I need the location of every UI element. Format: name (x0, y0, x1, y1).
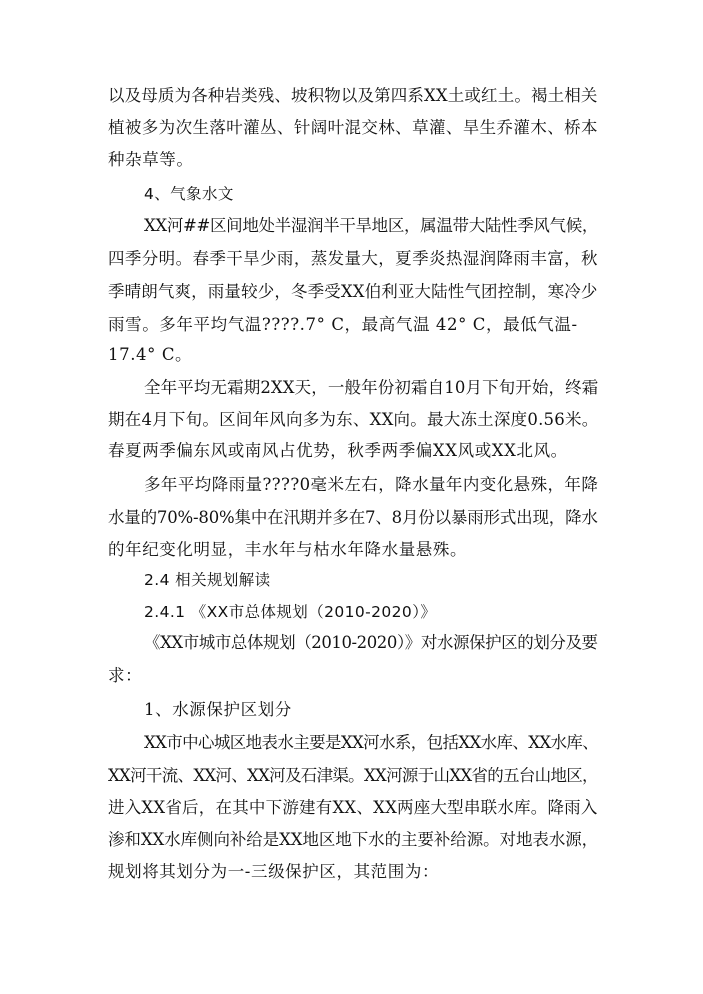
text-line: 全年平均无霜期2XX天，一般年份初霜自10月下旬开始，终霜 (144, 378, 599, 397)
text-line: 种杂草等。 (108, 150, 194, 169)
text-line: 《XX市城市总体规划（2010-2020）》对水源保护区的划分及要 (144, 633, 598, 652)
text-line: 求： (108, 666, 143, 685)
text-line: 规划将其划分为一-三级保护区，其范围为： (108, 862, 440, 881)
text-line: 17.4° C。 (108, 345, 193, 364)
text-line: 季晴朗气爽，雨量较少，冬季受XX伯利亚大陆性气团控制，寒冷少 (108, 282, 598, 301)
text-line: 多年平均降雨量????0毫米左右，降水量年内变化悬殊，年降 (144, 475, 599, 494)
text-line: 渗和XX水库侧向补给是XX地区地下水的主要补给源。对地表水源， (108, 830, 599, 849)
subsection-heading: 2.4.1 《XX市总体规划（2010-2020）》 (144, 603, 437, 621)
text-line: XX河##区间地处半湿润半干旱地区，属温带大陆性季风气候， (144, 216, 599, 235)
section-heading: 2.4 相关规划解读 (144, 571, 271, 589)
text-line: 四季分明。春季干旱少雨，蒸发量大，夏季炎热湿润降雨丰富，秋 (108, 249, 598, 268)
text-line: 进入XX省后，在其中下游建有XX、XX两座大型串联水库。降雨入 (108, 798, 598, 817)
text-line: 植被多为次生落叶灌丛、针阔叶混交林、草灌、旱生乔灌木、桥本 (108, 118, 598, 137)
text-line: 期在4月下旬。区间年风向多为东、XX向。最大冻土深度0.56米。 (108, 410, 599, 429)
text-line: 春夏两季偏东风或南风占优势，秋季两季偏XX风或XX北风。 (108, 441, 568, 460)
section-heading: 4、气象水文 (144, 185, 234, 203)
text-line: 雨雪。多年平均气温????.7° C，最高气温 42° C，最低气温- (108, 315, 578, 334)
text-line: 以及母质为各种岩类残、坡积物以及第四系XX土或红土。褐土相关 (108, 86, 598, 105)
text-line: 水量的70%-80%集中在汛期并多在7、8月份以暴雨形式出现，降水 (108, 508, 598, 527)
text-line: 1、水源保护区划分 (144, 700, 292, 719)
text-line: XX河干流、XX河、XX河及石津渠。XX河源于山XX省的五台山地区， (108, 766, 598, 785)
text-line: XX市中心城区地表水主要是XX河水系，包括XX水库、XX水库、 (144, 733, 599, 752)
text-line: 的年纪变化明显，丰水年与枯水年降水量悬殊。 (108, 540, 468, 559)
